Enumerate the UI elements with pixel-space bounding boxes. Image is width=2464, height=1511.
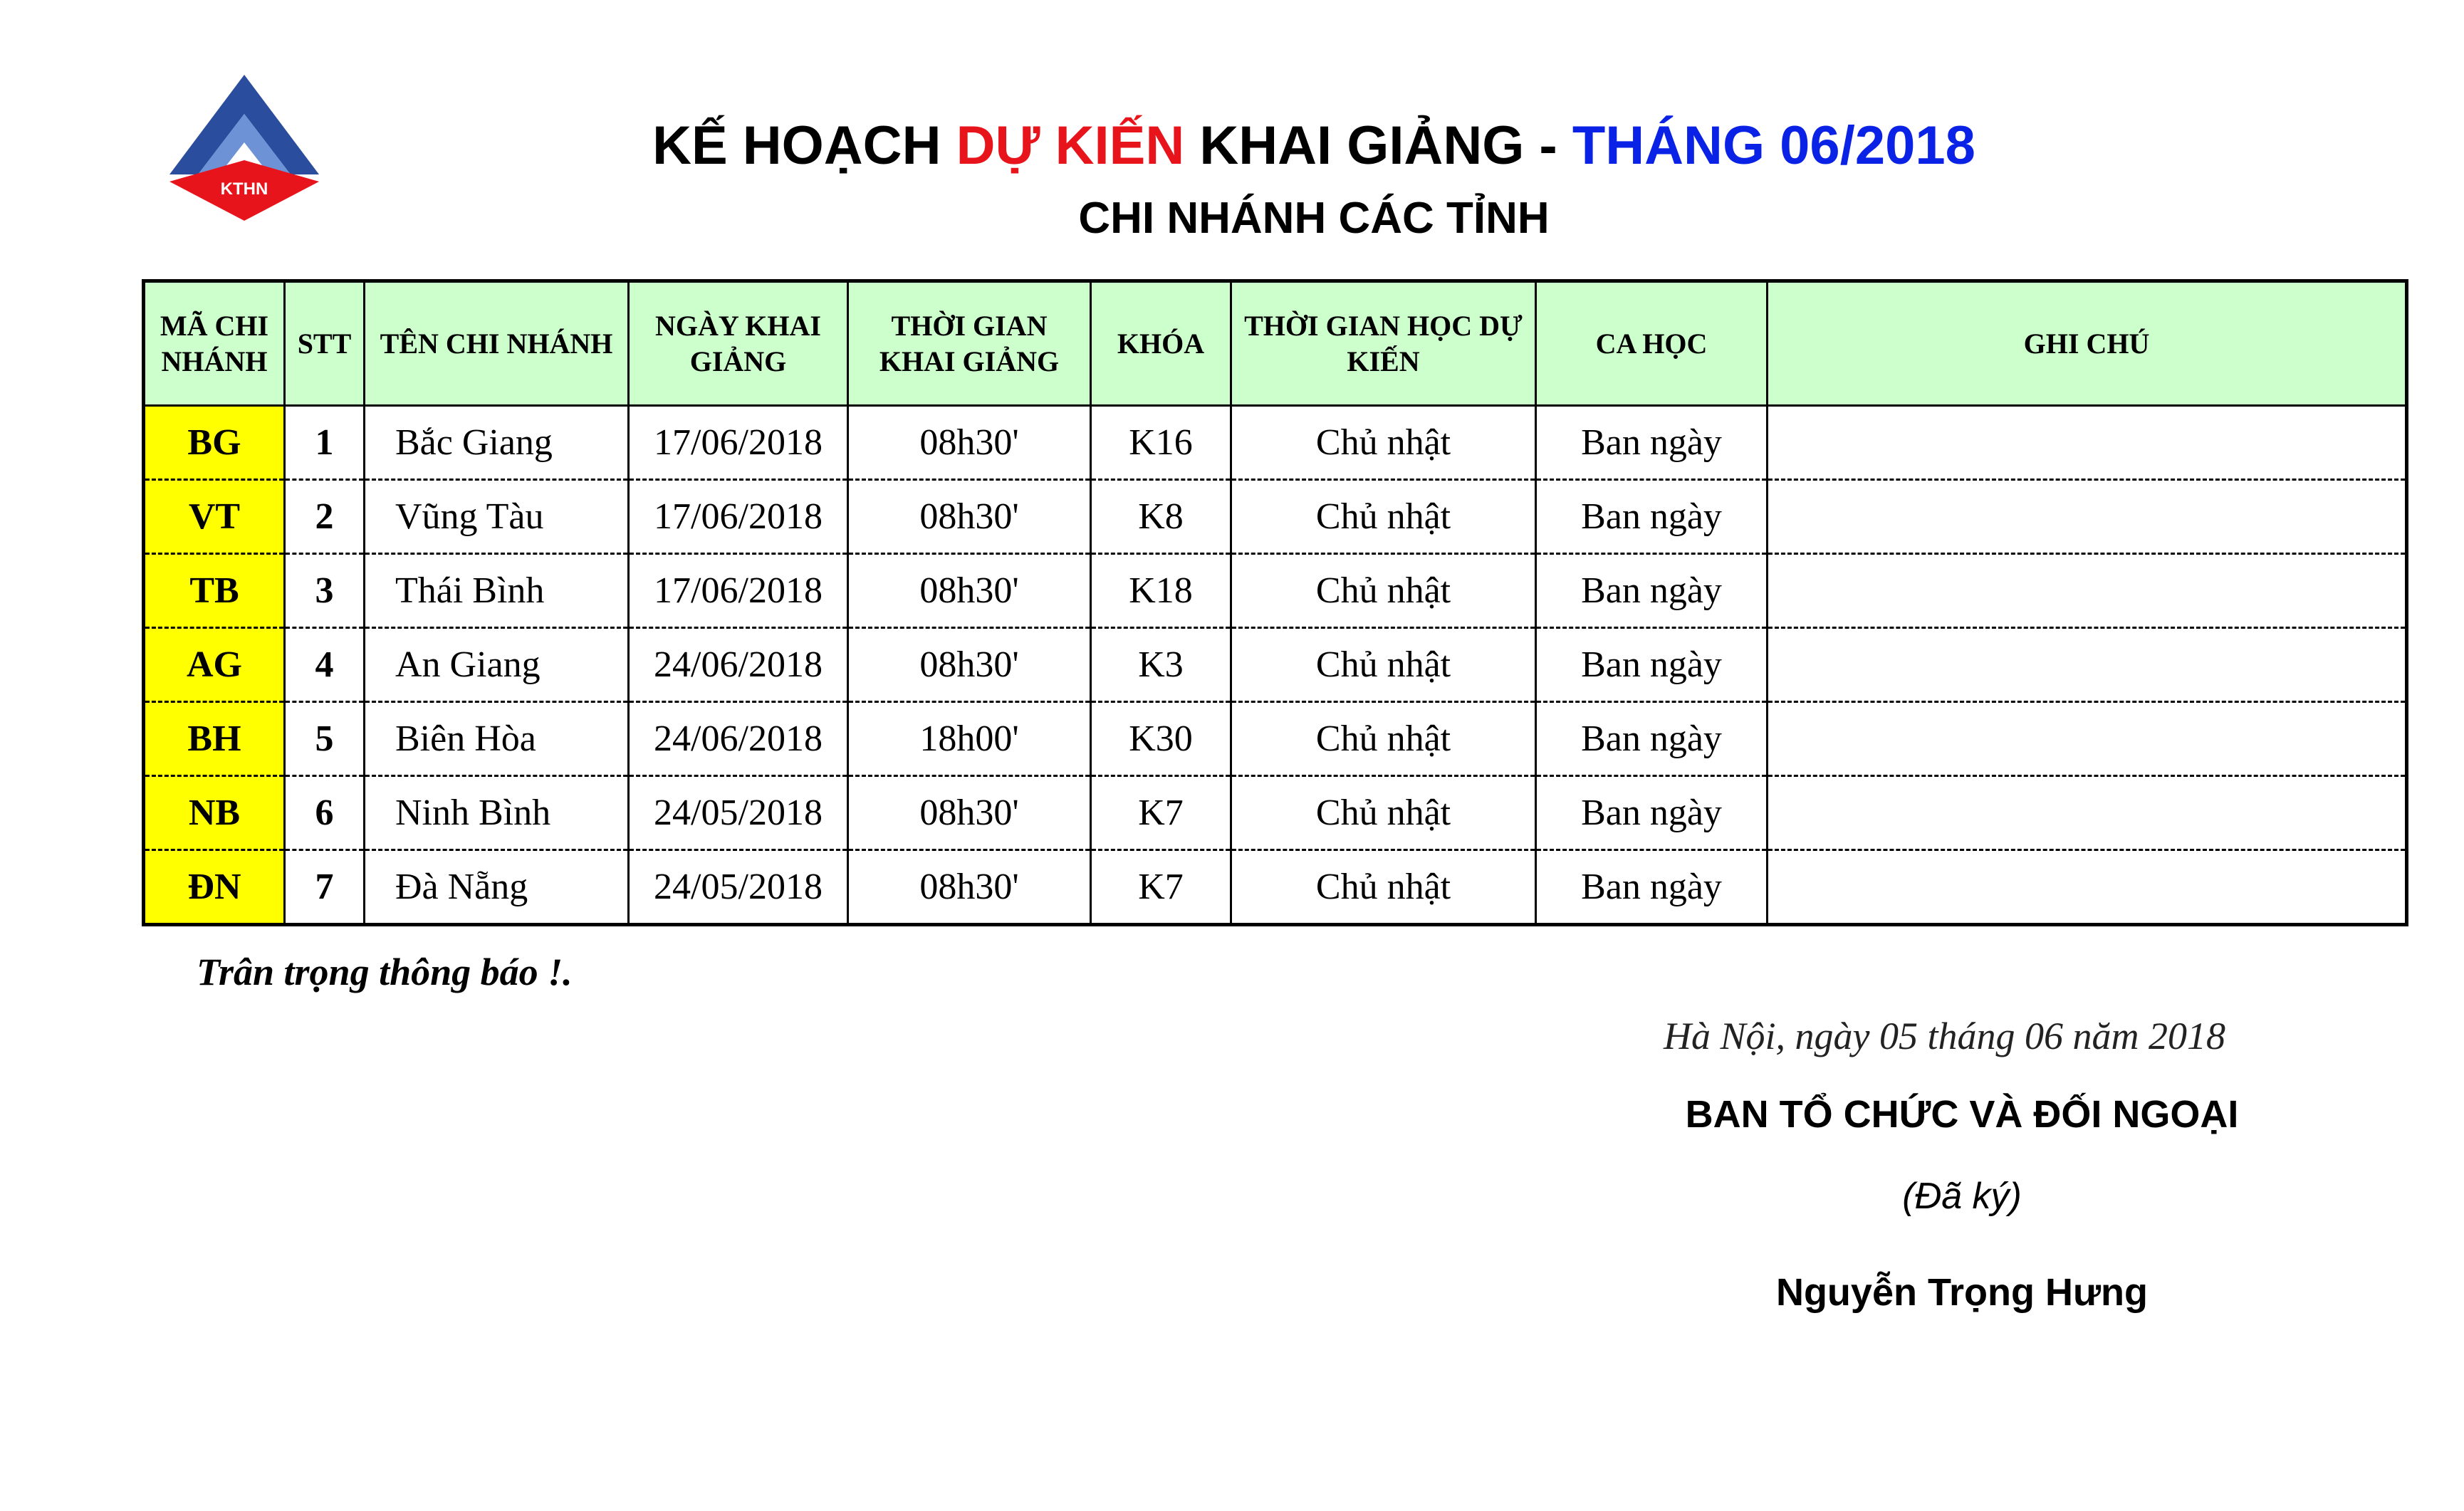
signer-name: Nguyễn Trọng Hưng bbox=[1775, 1271, 2149, 1314]
cell-study-schedule: Chủ nhật bbox=[1231, 480, 1536, 554]
cell-opening-date: 17/06/2018 bbox=[629, 480, 848, 554]
cell-opening-time: 08h30' bbox=[848, 776, 1091, 850]
cell-shift: Ban ngày bbox=[1536, 776, 1768, 850]
cell-opening-date: 24/05/2018 bbox=[629, 776, 848, 850]
col-header-stt: STT bbox=[285, 281, 365, 406]
cell-study-schedule: Chủ nhật bbox=[1231, 554, 1536, 628]
table-row bbox=[144, 554, 2407, 628]
cell-note bbox=[1768, 480, 2407, 554]
cell-branch-code: TB bbox=[144, 554, 285, 628]
cell-stt: 6 bbox=[285, 776, 365, 850]
cell-branch-code: AG bbox=[144, 628, 285, 702]
cell-opening-time: 08h30' bbox=[848, 480, 1091, 554]
cell-stt: 1 bbox=[285, 406, 365, 480]
place-date: Hà Nội, ngày 05 tháng 06 năm 2018 bbox=[1664, 1015, 2225, 1057]
cell-note bbox=[1768, 850, 2407, 925]
cell-branch-code: ĐN bbox=[144, 850, 285, 925]
cell-branch-name: Biên Hòa bbox=[365, 702, 629, 776]
cell-opening-time: 18h00' bbox=[848, 702, 1091, 776]
table-header-row bbox=[144, 281, 2407, 406]
cell-note bbox=[1768, 406, 2407, 480]
cell-note bbox=[1768, 702, 2407, 776]
page-title bbox=[0, 107, 2464, 185]
cell-branch-name: An Giang bbox=[365, 628, 629, 702]
cell-opening-time: 08h30' bbox=[848, 850, 1091, 925]
cell-note bbox=[1768, 628, 2407, 702]
cell-course: K30 bbox=[1091, 702, 1231, 776]
table-row bbox=[144, 702, 2407, 776]
col-header-branch-name: TÊN CHI NHÁNH bbox=[365, 281, 629, 406]
page-subtitle: CHI NHÁNH CÁC TỈNH bbox=[1078, 194, 1550, 243]
col-header-note: GHI CHÚ bbox=[1768, 281, 2407, 406]
cell-shift: Ban ngày bbox=[1536, 480, 1768, 554]
signing-organization: BAN TỔ CHỨC VÀ ĐỐI NGOẠI bbox=[1685, 1093, 2239, 1136]
cell-branch-name: Bắc Giang bbox=[365, 406, 629, 480]
cell-course: K16 bbox=[1091, 406, 1231, 480]
table-row bbox=[144, 480, 2407, 554]
closing-note: Trân trọng thông báo !. bbox=[197, 951, 573, 993]
cell-branch-code: VT bbox=[144, 480, 285, 554]
cell-course: K3 bbox=[1091, 628, 1231, 702]
col-header-course: KHÓA bbox=[1091, 281, 1231, 406]
table-row bbox=[144, 776, 2407, 850]
cell-course: K8 bbox=[1091, 480, 1231, 554]
cell-stt: 5 bbox=[285, 702, 365, 776]
cell-note bbox=[1768, 554, 2407, 628]
cell-stt: 3 bbox=[285, 554, 365, 628]
cell-shift: Ban ngày bbox=[1536, 628, 1768, 702]
title-part4: THÁNG 06/2018 bbox=[1572, 115, 1975, 176]
col-header-study-schedule: THỜI GIAN HỌC DỰ KIẾN bbox=[1231, 281, 1536, 406]
cell-study-schedule: Chủ nhật bbox=[1231, 776, 1536, 850]
table-row bbox=[144, 628, 2407, 702]
col-header-shift: CA HỌC bbox=[1536, 281, 1768, 406]
cell-branch-code: BG bbox=[144, 406, 285, 480]
cell-branch-name: Thái Bình bbox=[365, 554, 629, 628]
cell-branch-name: Vũng Tàu bbox=[365, 480, 629, 554]
cell-note bbox=[1768, 776, 2407, 850]
cell-branch-name: Đà Nẵng bbox=[365, 850, 629, 925]
cell-branch-code: BH bbox=[144, 702, 285, 776]
cell-opening-date: 24/06/2018 bbox=[629, 628, 848, 702]
cell-study-schedule: Chủ nhật bbox=[1231, 406, 1536, 480]
cell-opening-time: 08h30' bbox=[848, 554, 1091, 628]
cell-study-schedule: Chủ nhật bbox=[1231, 850, 1536, 925]
cell-shift: Ban ngày bbox=[1536, 554, 1768, 628]
cell-opening-date: 24/05/2018 bbox=[629, 850, 848, 925]
cell-shift: Ban ngày bbox=[1536, 850, 1768, 925]
cell-shift: Ban ngày bbox=[1536, 406, 1768, 480]
cell-stt: 2 bbox=[285, 480, 365, 554]
signed-mark: (Đã ký) bbox=[1902, 1176, 2022, 1217]
cell-course: K18 bbox=[1091, 554, 1231, 628]
col-header-opening-time: THỜI GIAN KHAI GIẢNG bbox=[848, 281, 1091, 406]
cell-course: K7 bbox=[1091, 850, 1231, 925]
cell-study-schedule: Chủ nhật bbox=[1231, 628, 1536, 702]
cell-opening-time: 08h30' bbox=[848, 628, 1091, 702]
cell-course: K7 bbox=[1091, 776, 1231, 850]
col-header-opening-date: NGÀY KHAI GIẢNG bbox=[629, 281, 848, 406]
cell-opening-date: 17/06/2018 bbox=[629, 406, 848, 480]
title-part3: KHAI GIẢNG - bbox=[1184, 115, 1572, 176]
title-part2: DỰ KIẾN bbox=[956, 115, 1185, 176]
cell-opening-date: 17/06/2018 bbox=[629, 554, 848, 628]
cell-stt: 7 bbox=[285, 850, 365, 925]
cell-study-schedule: Chủ nhật bbox=[1231, 702, 1536, 776]
cell-opening-time: 08h30' bbox=[848, 406, 1091, 480]
title-part1: KẾ HOẠCH bbox=[652, 115, 956, 176]
logo-text: KTHN bbox=[220, 179, 268, 199]
cell-stt: 4 bbox=[285, 628, 365, 702]
table-row bbox=[144, 850, 2407, 925]
opening-schedule-table bbox=[142, 279, 2408, 926]
cell-branch-code: NB bbox=[144, 776, 285, 850]
cell-branch-name: Ninh Bình bbox=[365, 776, 629, 850]
col-header-branch-code: MÃ CHI NHÁNH bbox=[144, 281, 285, 406]
cell-opening-date: 24/06/2018 bbox=[629, 702, 848, 776]
cell-shift: Ban ngày bbox=[1536, 702, 1768, 776]
table-row bbox=[144, 406, 2407, 480]
